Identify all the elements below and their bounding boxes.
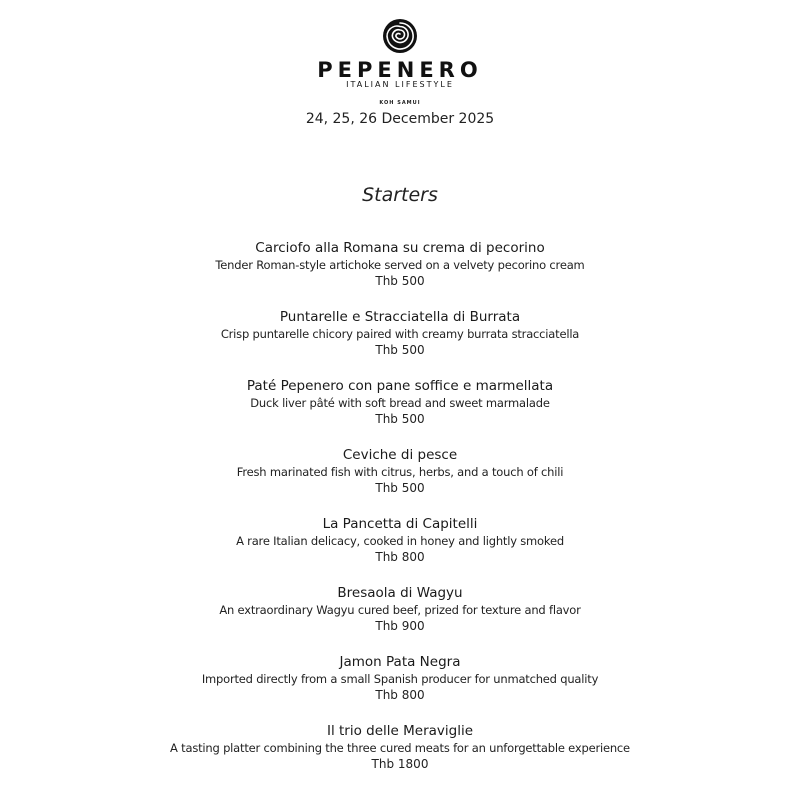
menu-item (0, 654, 800, 723)
menu-item (0, 378, 800, 447)
menu-item (0, 723, 800, 792)
menu-item (0, 585, 800, 654)
item-description: Fresh marinated fish with citrus, herbs, and a touch of chili (236, 465, 564, 479)
item-name: Puntarelle e Stracciatella di Burrata (279, 309, 521, 325)
brand-tagline: ITALIAN LIFESTYLE (346, 80, 454, 89)
item-name: Il trio delle Meraviglie (326, 723, 474, 739)
menu-item (0, 240, 800, 309)
section-title: Starters (362, 184, 438, 206)
item-name: Ceviche di pesce (342, 447, 458, 463)
restaurant-logo (0, 18, 800, 107)
item-description: Crisp puntarelle chicory paired with creamy burrata stracciatella (220, 327, 580, 341)
item-price: Thb 500 (375, 274, 425, 288)
item-description: Tender Roman-style artichoke served on a velvety pecorino cream (215, 258, 585, 272)
item-description: A tasting platter combining the three cured meats for an unforgettable experience (170, 741, 630, 755)
item-price: Thb 1800 (371, 757, 429, 771)
item-description: Duck liver pâté with soft bread and sweet marmalade (250, 396, 550, 410)
item-name: Carciofo alla Romana su crema di pecorino (255, 240, 545, 256)
menu-item (0, 516, 800, 585)
item-price: Thb 500 (375, 343, 425, 357)
event-dates: 24, 25, 26 December 2025 (305, 111, 495, 127)
menu-item (0, 447, 800, 516)
item-price: Thb 900 (375, 619, 425, 633)
item-price: Thb 500 (375, 481, 425, 495)
item-price: Thb 800 (375, 688, 425, 702)
brand-location: KOH SAMUI (379, 100, 421, 106)
item-name: La Pancetta di Capitelli (322, 516, 478, 532)
item-price: Thb 800 (375, 550, 425, 564)
item-name: Jamon Pata Negra (339, 654, 461, 670)
item-description: Imported directly from a small Spanish producer for unmatched quality (201, 672, 599, 686)
item-name: Bresaola di Wagyu (337, 585, 463, 601)
item-name: Paté Pepenero con pane soffice e marmellata (246, 378, 554, 394)
brand-name: PEPENERO (317, 58, 483, 82)
menu-items-list (0, 240, 800, 792)
item-description: An extraordinary Wagyu cured beef, prized for texture and flavor (219, 603, 581, 617)
item-description: A rare Italian delicacy, cooked in honey and lightly smoked (236, 534, 564, 548)
item-price: Thb 500 (375, 412, 425, 426)
menu-item (0, 309, 800, 378)
spiral-icon (382, 18, 418, 54)
